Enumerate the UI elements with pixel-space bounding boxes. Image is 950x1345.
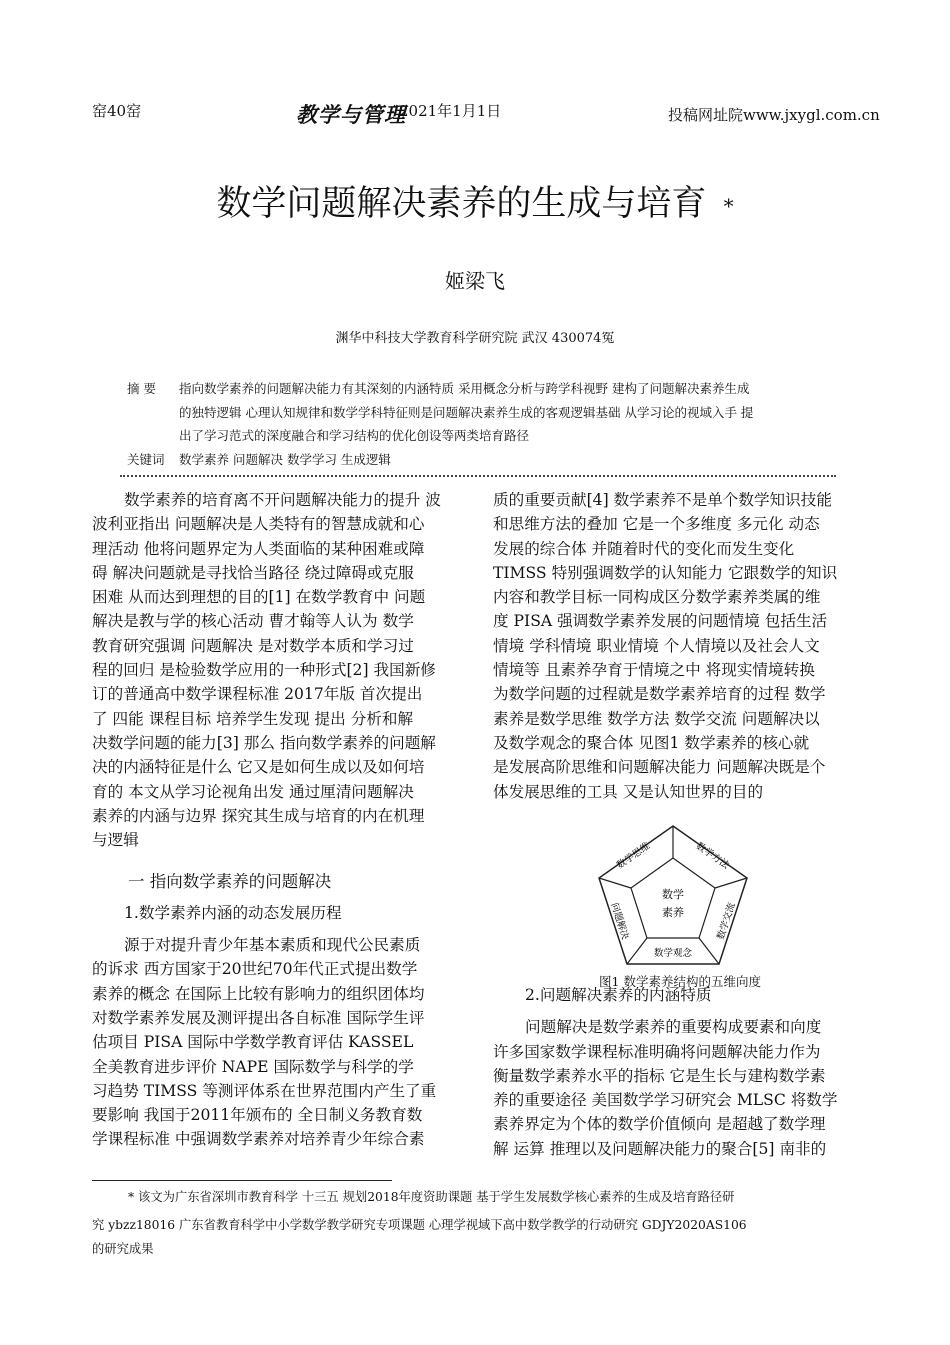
footnote-line: 的研究成果	[92, 1242, 154, 1256]
body-line: 情境等 且素养孕育于情境之中 将现实情境转换	[493, 661, 815, 680]
segment-label-thinking: 数学思维	[614, 840, 653, 872]
abstract-line: 指向数学素养的问题解决能力有其深刻的内涵特质 采用概念分析与跨学科视野 建构了问题解决素养生成	[179, 381, 750, 396]
body-line: 估项目 PISA 国际中学数学教育评估 KASSEL	[92, 1033, 414, 1052]
submission-url[interactable]: 投稿网址院www.jxygl.com.cn	[668, 106, 880, 124]
body-line: 的诉求 西方国家于20世纪70年代正式提出数学	[92, 960, 418, 979]
body-line: 订的普通高中数学课程标准 2017年版 首次提出	[92, 685, 423, 704]
body-line: TIMSS 特别强调数学的认知能力 它跟数学的知识	[493, 563, 838, 582]
keywords: 数学素养 问题解决 数学学习 生成逻辑	[179, 451, 391, 467]
body-line: 度 PISA 强调数学素养发展的问题情境 包括生活	[493, 612, 828, 631]
body-line: 素养界定为个体的数学价值倾向 是超越了数学理	[493, 1115, 826, 1134]
affiliation: 渊华中科技大学教育科学研究院 武汉 430074冤	[335, 331, 615, 346]
page-number: 窑40窑	[92, 102, 142, 120]
body-line: 决数学问题的能力[3] 那么 指向数学素养的问题解	[92, 733, 436, 752]
body-line: 素养是数学思维 数学方法 数学交流 问题解决以	[493, 709, 820, 728]
section-heading: 一 指向数学素养的问题解决	[128, 872, 332, 892]
body-line: 困难 从而达到理想的目的[1] 在数学教育中 问题	[92, 588, 426, 607]
article-title	[0, 176, 950, 226]
body-line: 决的内涵特征是什么 它又是如何生成以及如何培	[92, 758, 425, 777]
footnote-line: * 该文为广东省深圳市教育科学 十三五 规划2018年度资助课题 基于学生发展数学核心素养的生成及培育路径研	[128, 1190, 735, 1204]
body-line: 对数学素养发展及测评提出各自标准 国际学生评	[92, 1008, 425, 1027]
body-line: 素养的内涵与边界 探究其生成与培育的内在机理	[92, 806, 425, 825]
figure-center-line2: 素养	[662, 906, 684, 919]
body-line: 是发展高阶思维和问题解决能力 问题解决既是个	[493, 758, 826, 777]
body-line: 体发展思维的工具 又是认知世界的目的	[493, 782, 764, 801]
body-line: 养的重要途径 美国数学学习研究会 MLSC 将数学	[493, 1091, 838, 1110]
body-line: 情境 学科情境 职业情境 个人情境以及社会人文	[493, 636, 820, 655]
body-line: 为数学问题的过程就是数学素养培育的过程 数学	[493, 685, 826, 704]
segment-label-concept: 数学观念	[653, 948, 693, 959]
body-line: 教育研究强调 问题解决 是对数学本质和学习过	[92, 636, 414, 655]
abstract	[127, 377, 847, 471]
body-line: 解决是教与学的核心活动 曹才翰等人认为 数学	[92, 612, 414, 631]
left-column	[92, 488, 460, 1152]
body-line: 发展的综合体 并随着时代的变化而发生变化	[493, 539, 795, 558]
author-name: 姬梁飞	[445, 269, 505, 293]
figure-center-line1: 数学	[662, 888, 684, 901]
title-footnote-mark: *	[723, 193, 734, 218]
journal-logo: 教学与管理	[296, 102, 406, 127]
body-line: 和思维方法的叠加 它是一个多维度 多元化 动态	[493, 515, 820, 534]
segment-label-problem-solving: 问题解决	[608, 901, 631, 942]
subsection-heading: 1.数学素养内涵的动态发展历程	[124, 903, 342, 922]
footnote-line: 究 ybzz18016 广东省教育科学中小学数学教学研究专项课题 心理学视域下高中数学教学的行动研究 GDJY2020AS106	[92, 1218, 747, 1232]
body-line: 习趋势 TIMSS 等测评体系在世界范围内产生了重	[92, 1081, 437, 1100]
figure-caption: 图1 数学素养结构的五维向度	[599, 974, 761, 989]
body-line: 波利亚指出 问题解决是人类特有的智慧成就和心	[92, 515, 425, 534]
segment-label-method: 数学方法	[693, 840, 732, 872]
body-line: 及数学观念的聚合体 见图1 数学素养的核心就	[493, 733, 810, 752]
body-line: 了 四能 课程目标 培养学生发现 提出 分析和解	[92, 709, 414, 728]
keywords-label: 关键词	[127, 451, 165, 467]
title-text: 数学问题解决素养的生成与培育	[216, 184, 707, 224]
body-line: 全美教育进步评价 NAPE 国际数学与科学的学	[92, 1057, 414, 1076]
pentagon-figure	[593, 820, 753, 970]
body-line: 许多国家数学课程标准明确将问题解决能力作为	[493, 1042, 821, 1061]
abstract-line: 出了学习范式的深度融合和学习结构的优化创设等两类培育路径	[179, 428, 530, 443]
body-line: 内容和教学目标一同构成区分数学素养类属的维	[493, 588, 821, 607]
abstract-line: 的独特逻辑 心理认知规律和数学学科特征则是问题解决素养生成的客观逻辑基础 从学习论的视域入手 提	[179, 404, 754, 420]
body-line: 衡量数学素养水平的指标 它是生长与建构数学素	[493, 1066, 826, 1085]
issue-date: 2021年1月1日	[399, 102, 502, 120]
footnote-rule	[92, 1180, 392, 1181]
subsection-heading: 2.问题解决素养的内涵特质	[525, 986, 712, 1004]
body-line: 要影响 我国于2011年颁布的 全日制义务教育数	[92, 1106, 423, 1125]
body-line: 源于对提升青少年基本素质和现代公民素质	[124, 936, 421, 955]
abstract-divider	[120, 475, 836, 477]
body-line: 解 运算 推理以及问题解决能力的聚合[5] 南非的	[493, 1139, 827, 1158]
segment-label-communication: 数学交流	[715, 901, 738, 942]
body-line: 育的 本文从学习论视角出发 通过厘清问题解决	[92, 782, 414, 801]
right-column	[493, 488, 865, 804]
body-line: 数学素养的培育离不开问题解决能力的提升 波	[124, 491, 441, 509]
body-line: 碍 解决问题就是寻找恰当路径 绕过障碍或克服	[92, 563, 414, 582]
body-line: 与逻辑	[92, 831, 139, 850]
body-line: 学课程标准 中强调数学素养对培养青少年综合素	[92, 1130, 425, 1149]
body-line: 程的回归 是检验数学应用的一种形式[2] 我国新修	[92, 661, 436, 680]
body-line: 质的重要贡献[4] 数学素养不是单个数学知识技能	[493, 491, 832, 509]
body-line: 素养的概念 在国际上比较有影响力的组织团体均	[92, 984, 425, 1003]
body-line: 理活动 他将问题界定为人类面临的某种困难或障	[92, 539, 425, 558]
right-column-lower	[493, 983, 865, 1161]
body-line: 问题解决是数学素养的重要构成要素和向度	[525, 1018, 822, 1037]
abstract-label: 摘 要	[127, 381, 156, 396]
